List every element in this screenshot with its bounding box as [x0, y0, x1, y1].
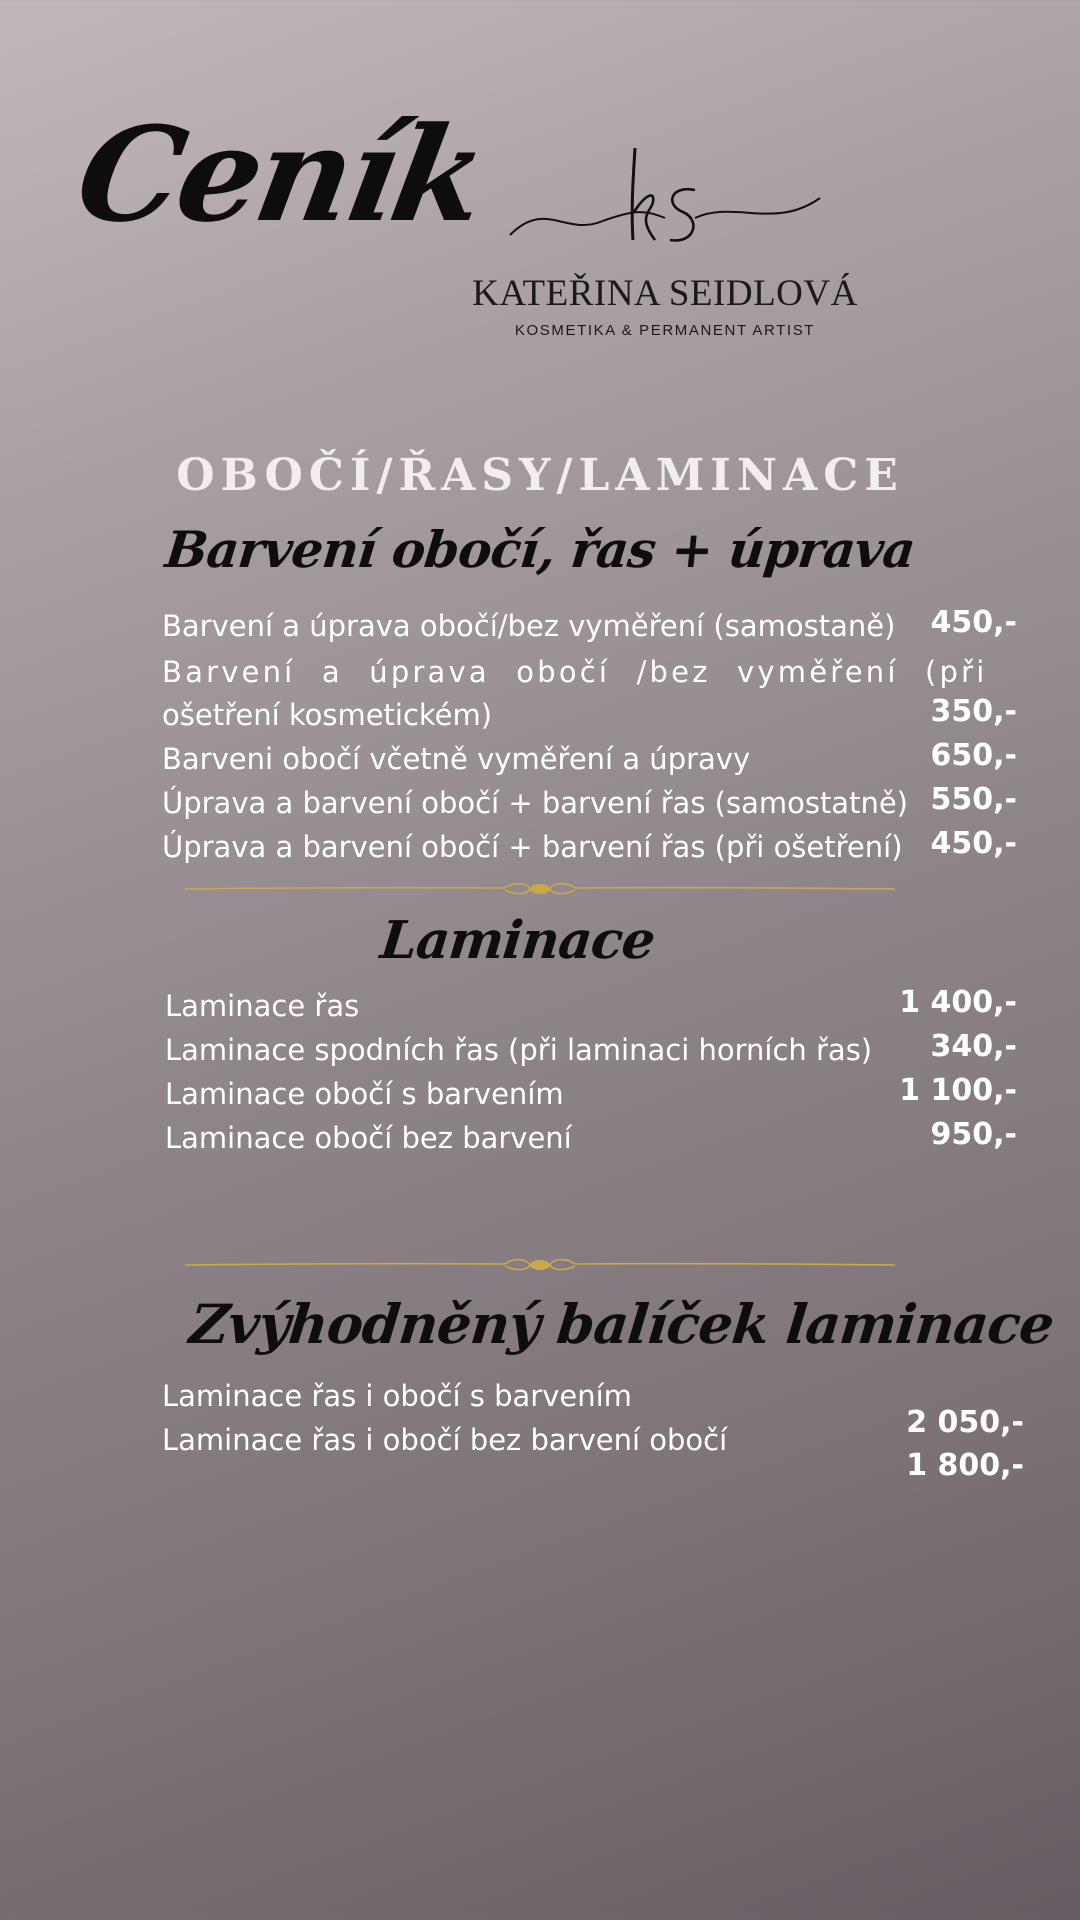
list-item-label: Laminace řas [165, 989, 360, 1023]
brand-logo-mark [505, 140, 825, 260]
list-item-label: Laminace řas i obočí bez barvení obočí [162, 1423, 728, 1457]
list-item-label: Barvení a úprava obočí/bez vyměření (samostaně) [162, 609, 896, 643]
group-title-bundle: Zvýhodněný balíček laminace [186, 1292, 1057, 1356]
ornament-divider [185, 1253, 895, 1277]
list-item-price: 1 800,- [906, 1448, 1024, 1483]
brand-name: KATEŘINA SEIDLOVÁ [472, 273, 858, 314]
group-title-coloring: Barvení obočí, řas + úprava [162, 520, 918, 579]
list-item-price: 2 050,- [906, 1405, 1024, 1440]
list-item-price: 350,- [930, 694, 1017, 729]
brand-subtitle: KOSMETIKA & PERMANENT ARTIST [514, 322, 816, 339]
list-item-label: Barveni obočí včetně vyměření a úpravy [162, 742, 751, 776]
list-item-price: 650,- [930, 738, 1017, 773]
list-item-price: 550,- [930, 782, 1017, 817]
list-item-label: Laminace obočí s barvením [165, 1077, 564, 1111]
list-item-price: 340,- [930, 1029, 1017, 1064]
group-title-lamination: Laminace [377, 910, 658, 971]
section-title: OBOČÍ/ŘASY/LAMINACE [176, 450, 904, 501]
ornament-divider [185, 877, 895, 901]
list-item-label: Úprava a barvení obočí + barvení řas (při ošetření) [162, 830, 903, 864]
list-item-price: 450,- [930, 605, 1017, 640]
page-title: Ceník [66, 98, 494, 251]
list-item-label: Úprava a barvení obočí + barvení řas (samostatně) [162, 786, 908, 820]
list-item-price: 1 100,- [899, 1073, 1017, 1108]
list-item-label: Laminace řas i obočí s barvením [162, 1379, 632, 1413]
list-item-label: ošetření kosmetickém) [162, 698, 493, 732]
list-item-price: 950,- [930, 1117, 1017, 1152]
list-item-label: Barvení a úprava obočí /bez vyměření (při [162, 655, 988, 689]
list-item-label: Laminace spodních řas (při laminaci horních řas) [165, 1033, 873, 1067]
list-item-price: 1 400,- [899, 985, 1017, 1020]
list-item-price: 450,- [930, 826, 1017, 861]
list-item-label: Laminace obočí bez barvení [165, 1121, 572, 1155]
